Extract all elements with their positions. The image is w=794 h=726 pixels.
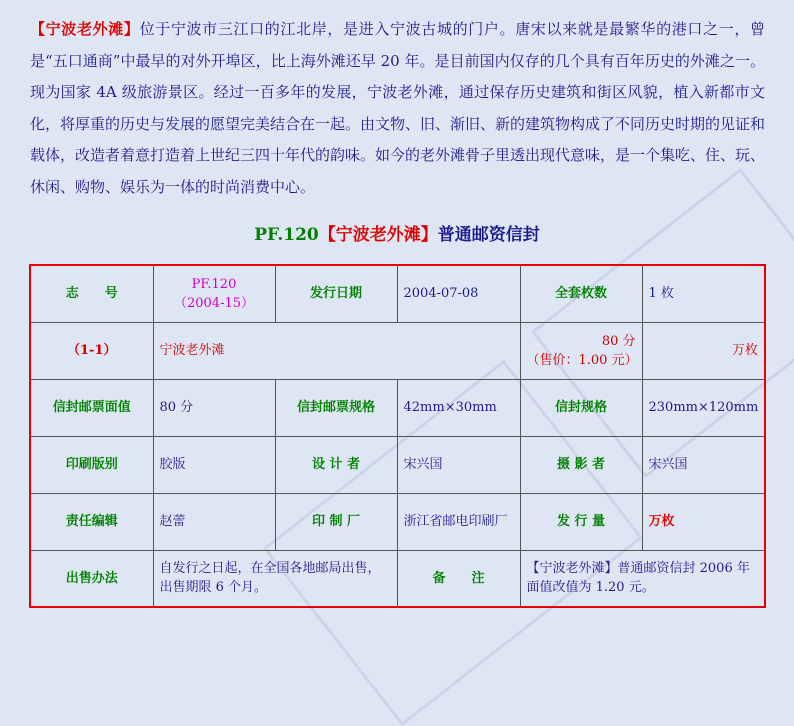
intro-highlight: 【宁波老外滩】 [30, 20, 140, 38]
intro-text: 位于宁波市三江口的江北岸，是进入宁波古城的门户。唐宋以来就是最繁华的港口之一，曾是“五口通商”中最早的对外开埠区，比上海外滩还早 20 年。是目前国内仅存的几个具有百年历史的外滩之一。现为国家 4A 级旅游景区。经过一百多年的发展，宁波老外滩，通过保存历史建筑和街区风貌，植入新都市文化，将厚重的历史与发展的愿望完美结合在一起。由文物、旧、渐旧、新的建筑物构成了不同历史时期的见证和载体，改造者着意打造着上世纪三四十年代的韵味。如今的老外滩骨子里透出现代意味，是一个集吃、住、玩、休闲、购物、娱乐为一体的时尚消费中心。 [30, 20, 766, 196]
table-row [30, 379, 765, 436]
label-sale-method: 出售办法 [30, 550, 153, 607]
face-value: 80 分 [153, 379, 275, 436]
envelope-size: 230mm×120mm [642, 379, 765, 436]
item-name: 宁波老外滩 [153, 322, 520, 379]
table-row [30, 493, 765, 550]
label-code: 志 号 [30, 265, 153, 322]
label-photographer: 摄 影 者 [520, 436, 642, 493]
label-face-value: 信封邮票面值 [30, 379, 153, 436]
label-editor: 责任编辑 [30, 493, 153, 550]
stamp-code-year: （2004-15） [173, 295, 255, 311]
editor: 赵蕾 [153, 493, 275, 550]
stamp-code [153, 265, 275, 322]
set-count: 1 枚 [642, 265, 765, 322]
label-envelope-size: 信封规格 [520, 379, 642, 436]
title-rest: 普通邮资信封 [437, 225, 540, 245]
label-set-count: 全套枚数 [520, 265, 642, 322]
label-remarks: 备 注 [397, 550, 520, 607]
remarks: 【宁波老外滩】普通邮资信封 2006 年面值改值为 1.20 元。 [520, 550, 765, 607]
label-print-method: 印刷版别 [30, 436, 153, 493]
label-designer: 设 计 者 [275, 436, 397, 493]
table-row [30, 550, 765, 607]
item-price [520, 322, 642, 379]
label-issue-quantity: 发 行 量 [520, 493, 642, 550]
item-face-value: 80 分 [601, 333, 636, 349]
stamp-size: 42mm×30mm [397, 379, 520, 436]
item-number: （1-1） [30, 322, 153, 379]
sale-method: 自发行之日起，在全国各地邮局出售，出售期限 6 个月。 [153, 550, 397, 607]
title-name: 【宁波老外滩】 [318, 225, 438, 245]
intro-paragraph [30, 14, 765, 203]
designer: 宋兴国 [397, 436, 520, 493]
stamp-code-main: PF.120 [191, 276, 237, 292]
label-printer: 印 制 厂 [275, 493, 397, 550]
label-stamp-size: 信封邮票规格 [275, 379, 397, 436]
title-code: PF.120 [254, 225, 319, 245]
page-title [0, 220, 794, 245]
table-row [30, 436, 765, 493]
table-row [30, 322, 765, 379]
printer: 浙江省邮电印刷厂 [397, 493, 520, 550]
issue-quantity: 万枚 [642, 493, 765, 550]
print-method: 胶版 [153, 436, 275, 493]
item-quantity: 万枚 [642, 322, 765, 379]
label-issue-date: 发行日期 [275, 265, 397, 322]
item-sale-price: （售价：1.00 元） [526, 352, 638, 368]
table-row [30, 265, 765, 322]
stamp-info-table [29, 264, 766, 608]
issue-date: 2004-07-08 [397, 265, 520, 322]
photographer: 宋兴国 [642, 436, 765, 493]
